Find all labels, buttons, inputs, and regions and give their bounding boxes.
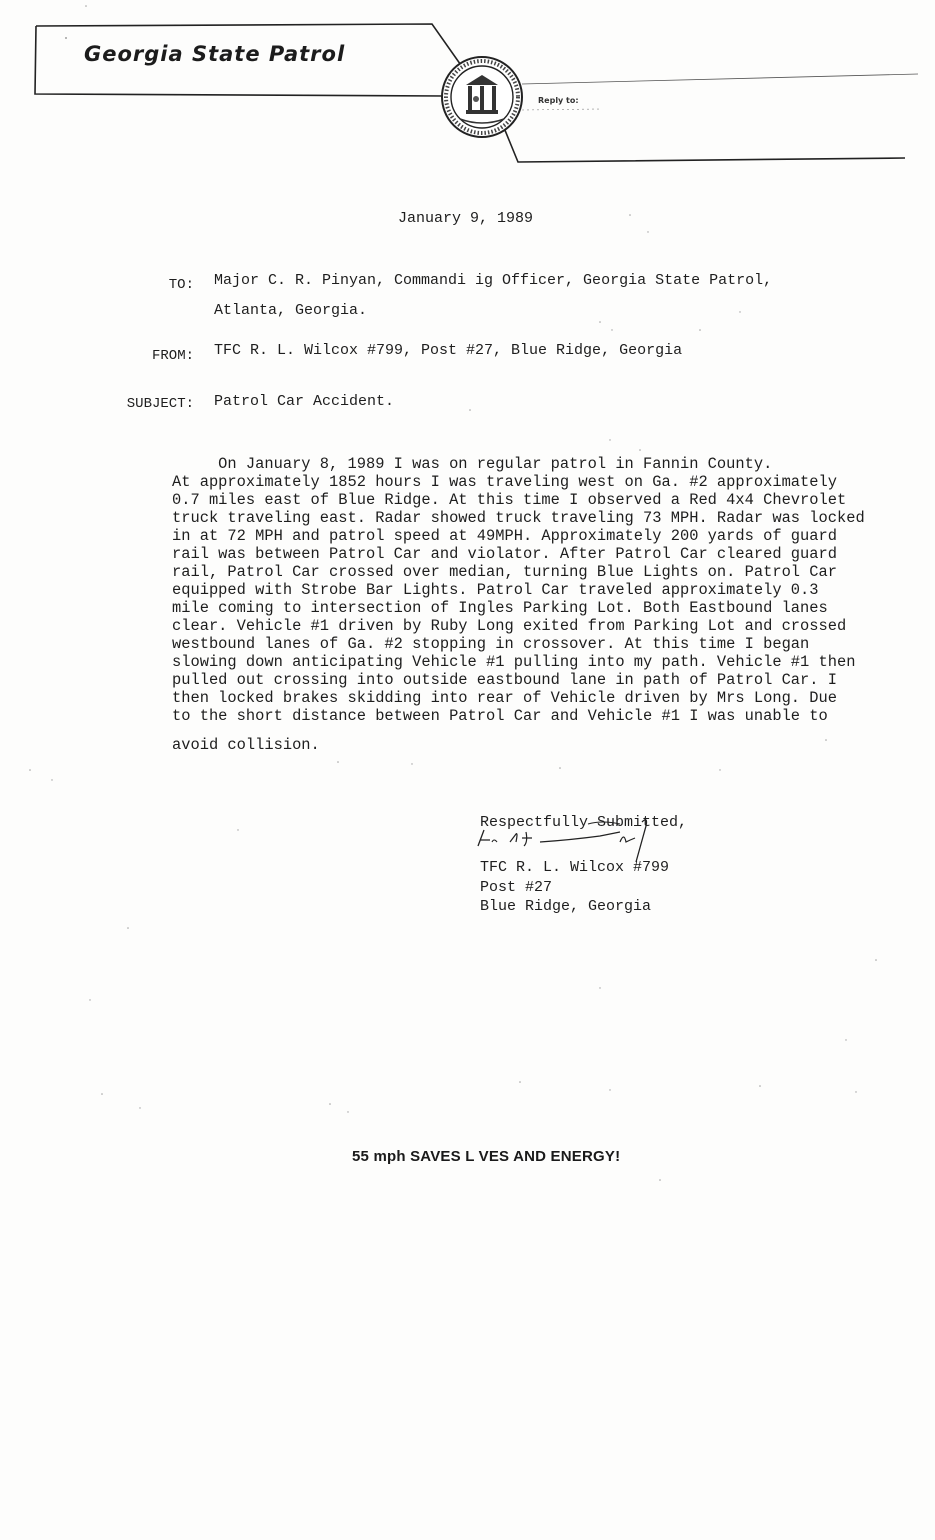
signer-name: TFC R. L. Wilcox #799 bbox=[480, 859, 670, 876]
narrative-line: pulled out crossing into outside eastbound lane in path of Patrol Car. I bbox=[172, 671, 837, 689]
from-sender: TFC R. L. Wilcox #799, Post #27, Blue Ridge, Georgia bbox=[214, 342, 683, 359]
georgia-state-seal bbox=[440, 55, 524, 139]
letter-date: January 9, 1989 bbox=[398, 210, 534, 227]
signer-post: Post #27 bbox=[480, 879, 553, 896]
narrative-line: slowing down anticipating Vehicle #1 pulling into my path. Vehicle #1 then bbox=[172, 653, 856, 671]
agency-name: Georgia State Patrol bbox=[84, 42, 346, 66]
narrative-line: rail, Patrol Car crossed over median, turning Blue Lights on. Patrol Car bbox=[172, 563, 837, 581]
narrative-line: mile coming to intersection of Ingles Parking Lot. Both Eastbound lanes bbox=[172, 599, 828, 617]
closing-text: Respectfully Submitted, bbox=[480, 814, 688, 831]
subject-label: SUBJECT: bbox=[126, 396, 194, 412]
to-recipient-line2: Atlanta, Georgia. bbox=[214, 302, 368, 319]
signer-location: Blue Ridge, Georgia bbox=[480, 898, 652, 915]
narrative-line: westbound lanes of Ga. #2 stopping in crossover. At this time I began bbox=[172, 635, 810, 653]
narrative-line: truck traveling east. Radar showed truck traveling 73 MPH. Radar was locked bbox=[172, 509, 865, 527]
narrative-line: avoid collision. bbox=[172, 736, 320, 754]
reply-to-label: Reply to: bbox=[538, 96, 579, 105]
narrative-line: then locked brakes skidding into rear of Vehicle driven by Mrs Long. Due bbox=[172, 689, 837, 707]
narrative-line: On January 8, 1989 I was on regular patrol in Fannin County. bbox=[172, 455, 773, 473]
narrative-line: 0.7 miles east of Blue Ridge. At this time I observed a Red 4x4 Chevrolet bbox=[172, 491, 847, 509]
narrative-line: clear. Vehicle #1 driven by Ruby Long exited from Parking Lot and crossed bbox=[172, 617, 847, 635]
to-label: TO: bbox=[168, 277, 194, 293]
footer-slogan: 55 mph SAVES L VES AND ENERGY! bbox=[352, 1148, 621, 1165]
narrative-line: in at 72 MPH and patrol speed at 49MPH. Approximately 200 yards of guard bbox=[172, 527, 837, 545]
subject-value: Patrol Car Accident. bbox=[214, 393, 395, 410]
narrative-line: At approximately 1852 hours I was traveling west on Ga. #2 approximately bbox=[172, 473, 837, 491]
to-recipient-line1: Major C. R. Pinyan, Commandi ig Officer, Georgia State Patrol, bbox=[214, 272, 773, 289]
narrative-line: rail was between Patrol Car and violator. After Patrol Car cleared guard bbox=[172, 545, 837, 563]
narrative-line: equipped with Strobe Bar Lights. Patrol Car traveled approximately 0.3 bbox=[172, 581, 819, 599]
from-label: FROM: bbox=[151, 348, 194, 364]
narrative-line: to the short distance between Patrol Car and Vehicle #1 I was unable to bbox=[172, 707, 828, 725]
